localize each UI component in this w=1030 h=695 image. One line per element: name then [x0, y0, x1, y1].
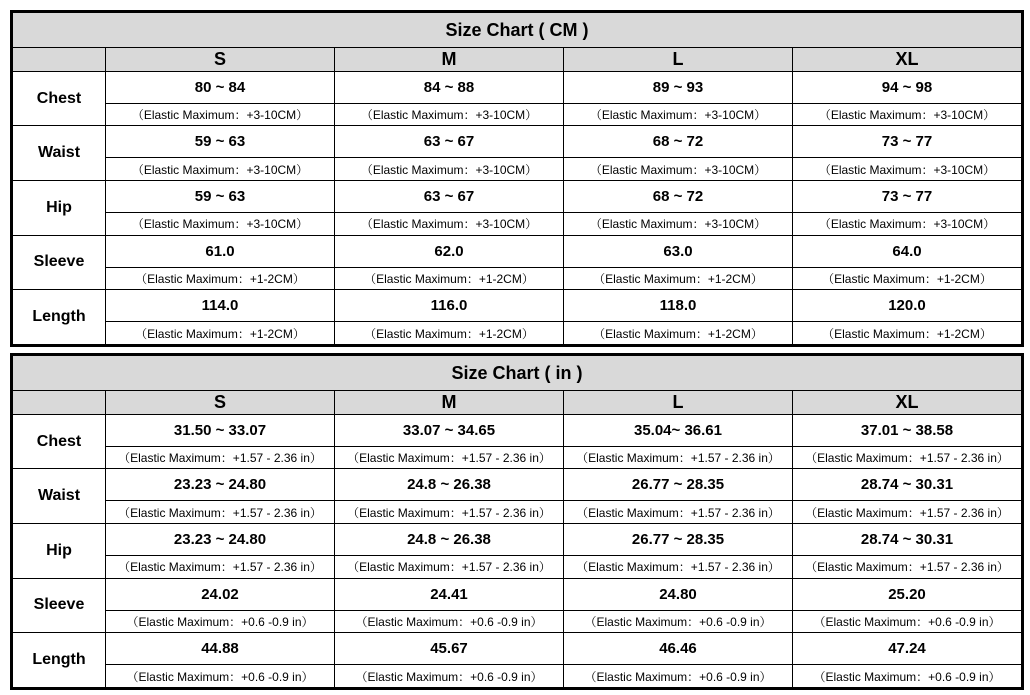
measurement-value: 73 ~ 77 — [793, 181, 1022, 213]
measurement-value: 33.07 ~ 34.65 — [335, 414, 564, 446]
row-label-hip: Hip — [13, 524, 106, 579]
size-header-s: S — [106, 391, 335, 415]
measurement-value: 23.23 ~ 24.80 — [106, 469, 335, 501]
header-corner — [13, 391, 106, 415]
elastic-note: （Elastic Maximum：+3-10CM） — [793, 103, 1022, 126]
measurement-value: 24.41 — [335, 578, 564, 610]
elastic-note: （Elastic Maximum：+3-10CM） — [106, 158, 335, 181]
elastic-note: （Elastic Maximum：+1.57 - 2.36 in） — [793, 555, 1022, 578]
size-table-cm — [12, 12, 1022, 345]
elastic-note: （Elastic Maximum：+3-10CM） — [793, 158, 1022, 181]
measurement-value: 120.0 — [793, 290, 1022, 322]
size-header-l: L — [564, 391, 793, 415]
measurement-value: 84 ~ 88 — [335, 71, 564, 103]
elastic-note: （Elastic Maximum：+0.6 -0.9 in） — [335, 610, 564, 633]
row-label-chest: Chest — [13, 71, 106, 126]
measurement-value: 24.80 — [564, 578, 793, 610]
row-label-waist: Waist — [13, 126, 106, 181]
elastic-note: （Elastic Maximum：+1-2CM） — [335, 267, 564, 290]
elastic-note: （Elastic Maximum：+0.6 -0.9 in） — [793, 665, 1022, 688]
elastic-note: （Elastic Maximum：+1.57 - 2.36 in） — [106, 446, 335, 469]
measurement-value: 63 ~ 67 — [335, 181, 564, 213]
measurement-value: 24.8 ~ 26.38 — [335, 469, 564, 501]
measurement-value: 28.74 ~ 30.31 — [793, 469, 1022, 501]
elastic-note: （Elastic Maximum：+3-10CM） — [335, 103, 564, 126]
measurement-value: 24.02 — [106, 578, 335, 610]
measurement-value: 25.20 — [793, 578, 1022, 610]
measurement-value: 64.0 — [793, 235, 1022, 267]
size-chart-cm — [10, 10, 1024, 347]
elastic-note: （Elastic Maximum：+1.57 - 2.36 in） — [335, 446, 564, 469]
elastic-note: （Elastic Maximum：+3-10CM） — [106, 103, 335, 126]
elastic-note: （Elastic Maximum：+1.57 - 2.36 in） — [564, 501, 793, 524]
elastic-note: （Elastic Maximum：+1.57 - 2.36 in） — [335, 501, 564, 524]
elastic-note: （Elastic Maximum：+3-10CM） — [335, 212, 564, 235]
elastic-note: （Elastic Maximum：+1-2CM） — [793, 322, 1022, 345]
measurement-value: 24.8 ~ 26.38 — [335, 524, 564, 556]
elastic-note: （Elastic Maximum：+1-2CM） — [793, 267, 1022, 290]
size-header-l: L — [564, 48, 793, 72]
measurement-value: 63 ~ 67 — [335, 126, 564, 158]
measurement-value: 37.01 ~ 38.58 — [793, 414, 1022, 446]
row-label-chest: Chest — [13, 414, 106, 469]
elastic-note: （Elastic Maximum：+0.6 -0.9 in） — [106, 610, 335, 633]
chart-title: Size Chart ( CM ) — [13, 13, 1022, 48]
measurement-value: 68 ~ 72 — [564, 181, 793, 213]
measurement-value: 45.67 — [335, 633, 564, 665]
row-label-waist: Waist — [13, 469, 106, 524]
measurement-value: 62.0 — [335, 235, 564, 267]
elastic-note: （Elastic Maximum：+1-2CM） — [106, 267, 335, 290]
measurement-value: 94 ~ 98 — [793, 71, 1022, 103]
row-label-sleeve: Sleeve — [13, 578, 106, 633]
elastic-note: （Elastic Maximum：+1-2CM） — [564, 267, 793, 290]
elastic-note: （Elastic Maximum：+1.57 - 2.36 in） — [106, 555, 335, 578]
elastic-note: （Elastic Maximum：+3-10CM） — [106, 212, 335, 235]
elastic-note: （Elastic Maximum：+0.6 -0.9 in） — [335, 665, 564, 688]
measurement-value: 28.74 ~ 30.31 — [793, 524, 1022, 556]
elastic-note: （Elastic Maximum：+0.6 -0.9 in） — [564, 610, 793, 633]
measurement-value: 46.46 — [564, 633, 793, 665]
elastic-note: （Elastic Maximum：+1.57 - 2.36 in） — [564, 555, 793, 578]
size-header-xl: XL — [793, 391, 1022, 415]
elastic-note: （Elastic Maximum：+1.57 - 2.36 in） — [793, 501, 1022, 524]
measurement-value: 26.77 ~ 28.35 — [564, 524, 793, 556]
elastic-note: （Elastic Maximum：+1-2CM） — [106, 322, 335, 345]
elastic-note: （Elastic Maximum：+3-10CM） — [335, 158, 564, 181]
measurement-value: 116.0 — [335, 290, 564, 322]
size-chart-in — [10, 353, 1024, 690]
measurement-value: 26.77 ~ 28.35 — [564, 469, 793, 501]
measurement-value: 47.24 — [793, 633, 1022, 665]
size-header-m: M — [335, 391, 564, 415]
chart-title: Size Chart ( in ) — [13, 356, 1022, 391]
size-header-s: S — [106, 48, 335, 72]
elastic-note: （Elastic Maximum：+3-10CM） — [564, 158, 793, 181]
measurement-value: 63.0 — [564, 235, 793, 267]
elastic-note: （Elastic Maximum：+0.6 -0.9 in） — [793, 610, 1022, 633]
elastic-note: （Elastic Maximum：+1.57 - 2.36 in） — [793, 446, 1022, 469]
elastic-note: （Elastic Maximum：+1.57 - 2.36 in） — [106, 501, 335, 524]
elastic-note: （Elastic Maximum：+3-10CM） — [793, 212, 1022, 235]
size-header-xl: XL — [793, 48, 1022, 72]
row-label-length: Length — [13, 633, 106, 688]
measurement-value: 35.04~ 36.61 — [564, 414, 793, 446]
measurement-value: 59 ~ 63 — [106, 126, 335, 158]
elastic-note: （Elastic Maximum：+1-2CM） — [335, 322, 564, 345]
elastic-note: （Elastic Maximum：+0.6 -0.9 in） — [106, 665, 335, 688]
elastic-note: （Elastic Maximum：+1.57 - 2.36 in） — [564, 446, 793, 469]
row-label-length: Length — [13, 290, 106, 345]
measurement-value: 89 ~ 93 — [564, 71, 793, 103]
measurement-value: 44.88 — [106, 633, 335, 665]
elastic-note: （Elastic Maximum：+1-2CM） — [564, 322, 793, 345]
measurement-value: 73 ~ 77 — [793, 126, 1022, 158]
header-corner — [13, 48, 106, 72]
measurement-value: 118.0 — [564, 290, 793, 322]
measurement-value: 31.50 ~ 33.07 — [106, 414, 335, 446]
measurement-value: 68 ~ 72 — [564, 126, 793, 158]
measurement-value: 59 ~ 63 — [106, 181, 335, 213]
size-table-in — [12, 355, 1022, 688]
measurement-value: 23.23 ~ 24.80 — [106, 524, 335, 556]
elastic-note: （Elastic Maximum：+1.57 - 2.36 in） — [335, 555, 564, 578]
size-header-m: M — [335, 48, 564, 72]
row-label-hip: Hip — [13, 181, 106, 236]
elastic-note: （Elastic Maximum：+0.6 -0.9 in） — [564, 665, 793, 688]
elastic-note: （Elastic Maximum：+3-10CM） — [564, 103, 793, 126]
row-label-sleeve: Sleeve — [13, 235, 106, 290]
elastic-note: （Elastic Maximum：+3-10CM） — [564, 212, 793, 235]
measurement-value: 61.0 — [106, 235, 335, 267]
measurement-value: 80 ~ 84 — [106, 71, 335, 103]
measurement-value: 114.0 — [106, 290, 335, 322]
